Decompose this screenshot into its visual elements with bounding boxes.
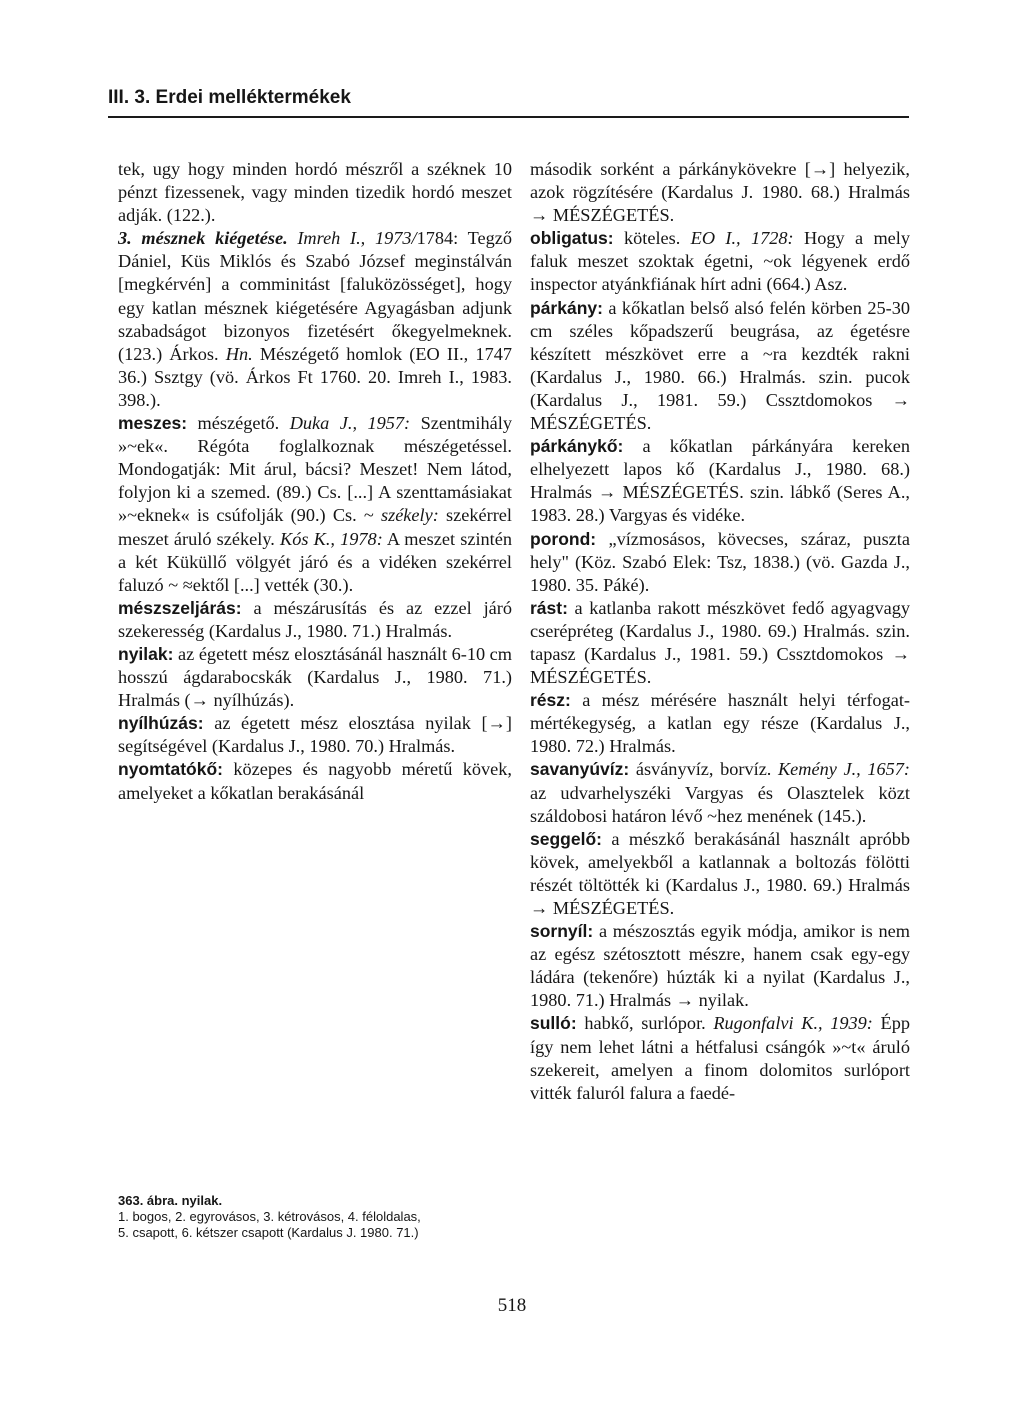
headword: obligatus: — [530, 228, 614, 249]
text: a mészárusítás és az ezzel járó szekeresség (Kardalus J., 1980. 71.) Hralmás. — [118, 597, 512, 641]
headword: porond: — [530, 528, 597, 549]
text: habkő, surlópor. — [576, 1013, 714, 1034]
left-column — [118, 158, 512, 805]
headword: sulló: — [530, 1013, 577, 1034]
year: 1973/ — [365, 228, 417, 249]
headword: nyomtatókő: — [118, 759, 223, 780]
text: a mészkő berakásánál használt apróbb kövek, amelyekből a katlannak a boltozás fölötti részét töltötték ki (Kardalus J., 1980. 69.) Hralmás → MÉSZÉGETÉS. — [530, 828, 910, 918]
headword: párkány: — [530, 297, 603, 318]
caption-title: 363. ábra. nyilak. — [118, 1193, 223, 1208]
headword: savanyúvíz: — [530, 759, 630, 780]
entry-obligatus — [530, 227, 910, 296]
subheadword: székely: — [380, 505, 439, 526]
right-column — [530, 158, 910, 1105]
caption-line: 5. csapott, 6. kétszer csapott (Kardalus J. 1980. 71.) — [118, 1225, 419, 1240]
subheading: 3. mésznek kiégetése. — [118, 228, 288, 249]
headword: seggelő: — [530, 828, 602, 849]
entry-nyomtatoko — [118, 758, 512, 804]
headword: meszes: — [118, 413, 188, 434]
author: Duka J., 1957: — [289, 413, 411, 434]
text: Szentmihály »~ek«. Régóta foglalkoznak mészégetéssel. Mondogatják: Mit árul, bácsi? Meszet! Nem látod, folyjon ki a szemed. (89.) Cs. [...] A szenttamásiakat »~eknek« is csúfolják (90.) Cs. ~ — [118, 413, 512, 526]
text: mészégető. — [187, 413, 290, 434]
entry-parkanyko — [530, 435, 910, 527]
entry-meszes — [118, 412, 512, 597]
entry-savanyuviz — [530, 758, 910, 827]
running-header — [108, 86, 909, 118]
caption-line: 1. bogos, 2. egyrovásos, 3. kétrovásos, 4. féloldalas, — [118, 1209, 421, 1224]
headword: rást: — [530, 597, 568, 618]
entry-meszszeljaras — [118, 597, 512, 643]
text: Mészégető homlok (EO II., 1747 36.) Ssztgy (vö. Árkos Ft 1760. 20. Imreh I., 1983. 398.). — [118, 343, 512, 410]
headword: párkánykő: — [530, 436, 624, 457]
author: EO I., 1728: — [690, 228, 794, 249]
headword: rész: — [530, 690, 571, 711]
text: a kőkatlan belső alsó felén körben 25-30 cm széles kőpadszerű beugrása, az égetésre készített mészkövet erre a ~ra kezdték rakni (Kardalus J., 1980. 66.) Hralmás. szin. pucok (Kardalus J., 1981. 59.) Cssztdomokos → MÉSZÉGETÉS. — [530, 297, 910, 434]
paragraph — [530, 158, 910, 227]
text: ásványvíz, borvíz. — [629, 759, 778, 780]
text: az égetett mész elosztásánál használt 6-10 cm hosszú ágdarabocskák (Kardalus J., 1980. 71.) Hralmás (→ nyílhúzás). — [118, 643, 513, 711]
text: A meszet szintén a két Küküllő völgyét járó és a vidéken szekérrel faluzó ~ ≈ektől [...] vették (30.). — [118, 528, 512, 595]
text: Épp így nem lehet látni a hétfalusi csángók »~t« áruló szekereit, amelyen a finom dolomitos surlóport vitték faluról falura a faedé- — [530, 1013, 910, 1103]
text: a katlanba rakott mészkövet fedő agyagvagy cserépréteg (Kardalus J., 1980. 69.) Hralmás. szin. tapasz (Kardalus J., 1981. 59.) Cssztdomokos → MÉSZÉGETÉS. — [530, 597, 910, 688]
entry-resz — [530, 689, 910, 758]
figure-caption — [118, 1193, 512, 1241]
author: Imreh I., — [287, 228, 366, 249]
headword: nyilak: — [118, 643, 174, 664]
paragraph — [118, 227, 512, 412]
entry-nyilhuzas — [118, 712, 512, 758]
text: tek, ugy hogy minden hordó mészről a széknek 10 pénzt fizessenek, vagy minden tizedik hordó meszet adják. (122.). — [118, 159, 512, 226]
text: az égetett mész elosztása nyilak [→] segítségével (Kardalus J., 1980. 70.) Hralmás. — [118, 713, 512, 757]
entry-sullo — [530, 1012, 910, 1104]
text: Hogy a mely faluk meszet szoktak égetni, ~ok légyenek erdő inspector atyánkfiának hírt adni (664.) Asz. — [530, 228, 910, 295]
paragraph — [118, 158, 512, 227]
text: közepes és nagyobb méretű kövek, amelyeket a kőkatlan berakásánál — [118, 759, 512, 803]
text: második sorként a párkánykövekre [→] helyezik, azok rögzítésére (Kardalus J. 1980. 68.) Hralmás → MÉSZÉGETÉS. — [530, 159, 910, 226]
entry-parkany — [530, 297, 910, 436]
entry-rast — [530, 597, 910, 689]
headword: mészszeljárás: — [118, 597, 242, 618]
entry-nyilak — [118, 643, 512, 712]
author: Kemény J., 1657: — [777, 759, 910, 780]
page-number: 518 — [497, 1295, 527, 1316]
text: a kőkatlan párkányára kereken elhelyezett lapos kő (Kardalus J., 1980. 68.) Hralmás → MÉSZÉGETÉS. szin. lábkő (Seres A., 1983. 28.) Vargyas és vidéke. — [530, 436, 910, 526]
author: Kós K., 1978: — [280, 528, 383, 549]
author: Rugonfalvi K., 1939: — [713, 1013, 873, 1034]
text: a mészosztás egyik módja, amikor is nem az egész szétosztott mészre, hanem csak egy-egy ládára (tekenőre) húzták ki a nyilat (Kardalus J., 1980. 71.) Hralmás → nyilak. — [530, 921, 910, 1011]
abbr: Hn. — [218, 343, 253, 364]
text: 1784: Tegző Dániel, Küs Miklós és Szabó József meginstálván [megkérvén] a comminitást [faluközösséget], hogy egy katlan mésznek kiégetésére Agyagásban adjunk szabadságot bizonyos fizetésért őkegyelmeknek. (123.) Árkos. — [118, 228, 512, 364]
text: köteles. — [613, 228, 691, 249]
text: az udvarhelyszéki Vargyas és Olasztelek közt száldobosi határon lévő ~hez menének (145.). — [530, 782, 910, 826]
entry-sornyil — [530, 920, 910, 1012]
text: szekérrel meszet áruló székely. — [118, 505, 512, 549]
headword: sornyíl: — [530, 921, 594, 942]
text: „vízmosásos, kövecses, száraz, puszta hely" (Köz. Szabó Elek: Tsz, 1838.) (vö. Gazda J., 1980. 35. Páké). — [530, 528, 910, 595]
section-title: III. 3. Erdei melléktermékek — [108, 87, 351, 108]
entry-porond — [530, 528, 910, 597]
headword: nyílhúzás: — [118, 713, 204, 734]
entry-seggelo — [530, 828, 910, 920]
text: a mész mérésére használt helyi térfogat-mértékegység, a katlan egy része (Kardalus J., 1980. 72.) Hralmás. — [530, 690, 910, 757]
